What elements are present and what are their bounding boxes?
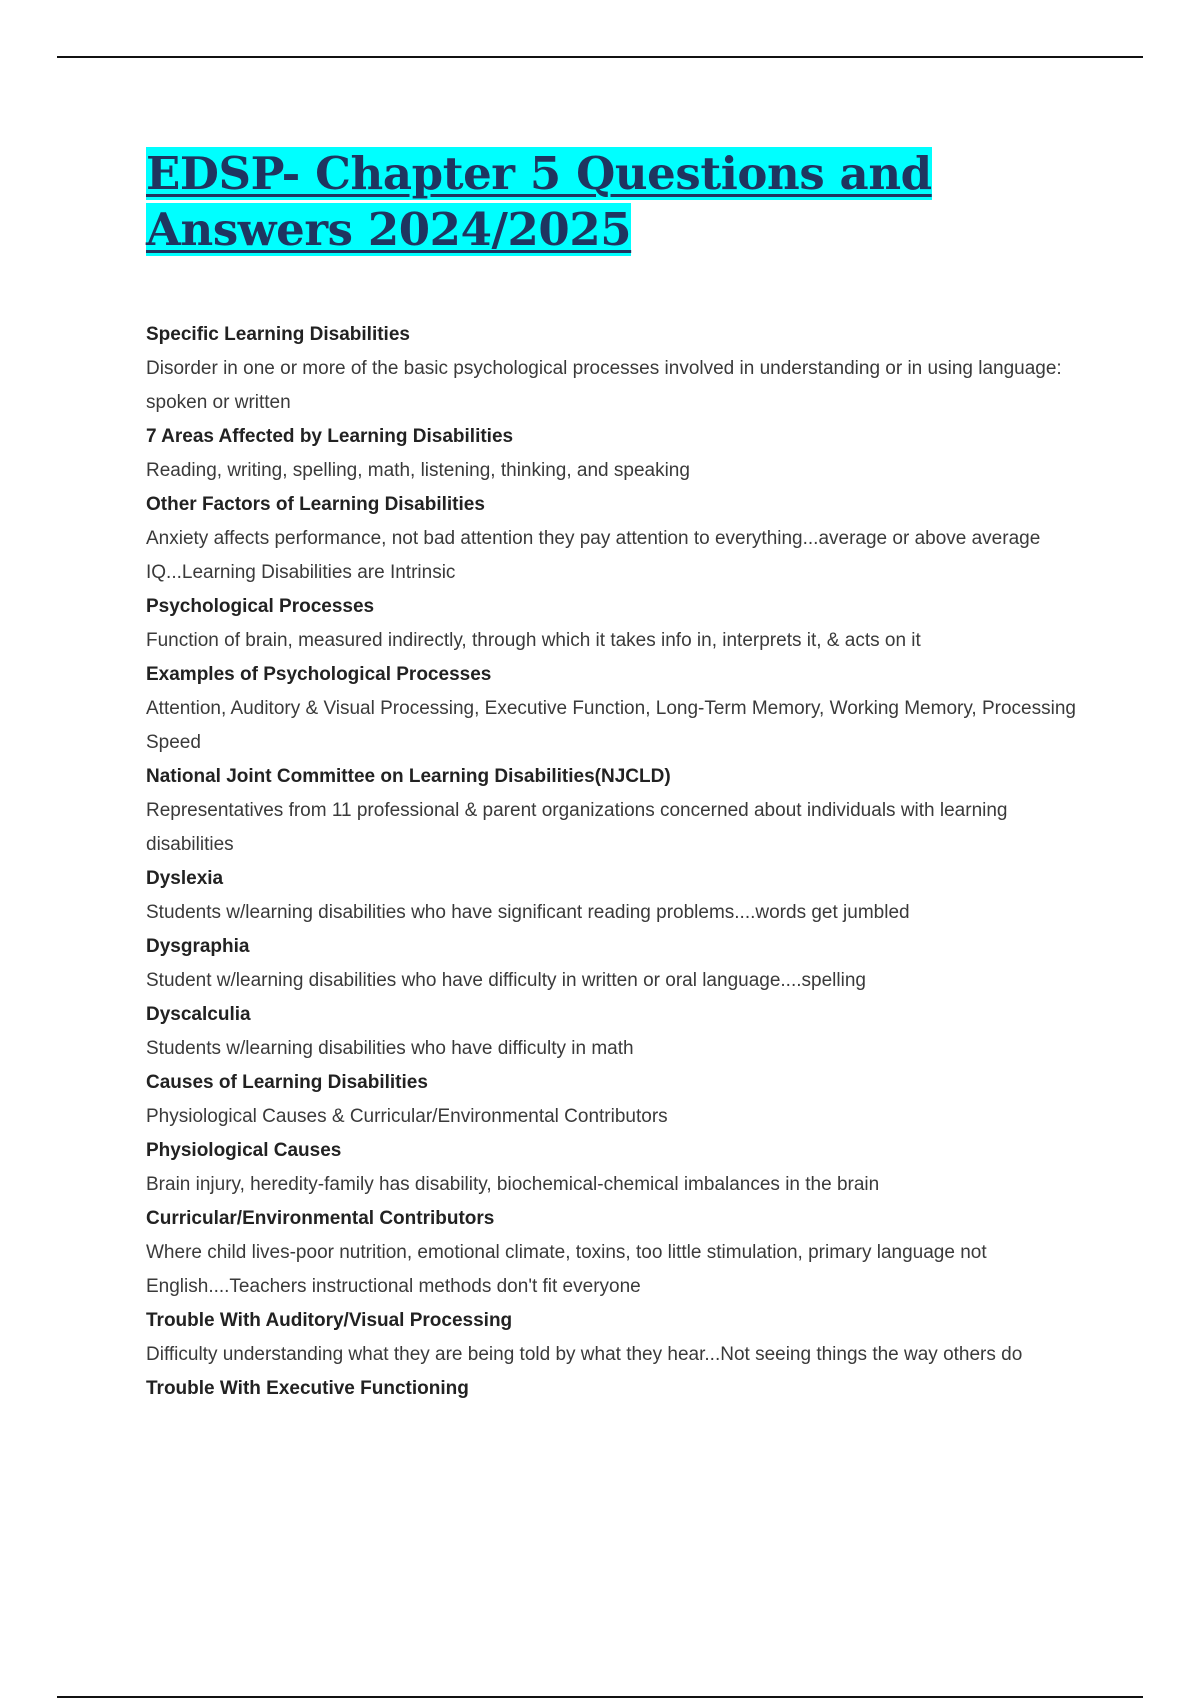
- qa-term: 7 Areas Affected by Learning Disabilities: [146, 426, 514, 447]
- qa-item: [146, 998, 1096, 1066]
- qa-item: [146, 658, 1096, 760]
- qa-item: [146, 862, 1096, 930]
- qa-item: [146, 1202, 1096, 1304]
- qa-item: [146, 318, 1096, 420]
- qa-definition: Brain injury, heredity-family has disability, biochemical-chemical imbalances in the brain: [146, 1174, 880, 1195]
- qa-definition: Students w/learning disabilities who have difficulty in math: [146, 1038, 634, 1059]
- qa-definition: Function of brain, measured indirectly, through which it takes info in, interprets it, & acts on it: [146, 630, 921, 651]
- qa-item: [146, 420, 1096, 488]
- qa-term: Examples of Psychological Processes: [146, 664, 492, 685]
- qa-item: [146, 488, 1096, 590]
- qa-term: Dysgraphia: [146, 936, 250, 957]
- qa-definition: Student w/learning disabilities who have difficulty in written or oral language....spelling: [146, 970, 866, 991]
- qa-definition: Where child lives-poor nutrition, emotional climate, toxins, too little stimulation, primary language not English....Teachers instructional methods don't fit everyone: [146, 1242, 987, 1297]
- qa-term: Dyslexia: [146, 868, 224, 889]
- qa-definition: Difficulty understanding what they are being told by what they hear...Not seeing things the way others do: [146, 1344, 1023, 1365]
- qa-item: [146, 760, 1096, 862]
- qa-item: [146, 1066, 1096, 1134]
- qa-definition: Representatives from 11 professional & parent organizations concerned about individuals with learning disabilities: [146, 800, 1008, 855]
- qa-item: [146, 590, 1096, 658]
- qa-definition: Reading, writing, spelling, math, listening, thinking, and speaking: [146, 460, 690, 481]
- qa-definition: Physiological Causes & Curricular/Environmental Contributors: [146, 1106, 668, 1127]
- qa-definition: Students w/learning disabilities who have significant reading problems....words get jumbled: [146, 902, 910, 923]
- qa-item: [146, 1304, 1096, 1372]
- page-content: [146, 146, 1096, 1406]
- qa-list: [146, 318, 1096, 1406]
- qa-definition: Anxiety affects performance, not bad attention they pay attention to everything...average or above average IQ...Learning Disabilities are Intrinsic: [146, 528, 1041, 583]
- document-title-text: EDSP- Chapter 5 Questions and Answers 2024/2025: [146, 147, 932, 256]
- qa-term: Causes of Learning Disabilities: [146, 1072, 428, 1093]
- bottom-rule: [57, 1696, 1143, 1698]
- qa-definition: Attention, Auditory & Visual Processing, Executive Function, Long-Term Memory, Working Memory, Processing Speed: [146, 698, 1076, 753]
- qa-term: Other Factors of Learning Disabilities: [146, 494, 485, 515]
- document-title: [146, 146, 1096, 258]
- qa-term: Trouble With Executive Functioning: [146, 1378, 469, 1399]
- qa-item: [146, 930, 1096, 998]
- top-rule: [57, 56, 1143, 58]
- qa-term: Trouble With Auditory/Visual Processing: [146, 1310, 513, 1331]
- qa-term: Physiological Causes: [146, 1140, 342, 1161]
- qa-item: [146, 1134, 1096, 1202]
- qa-term: Psychological Processes: [146, 596, 375, 617]
- qa-term: Dyscalculia: [146, 1004, 251, 1025]
- qa-term: National Joint Committee on Learning Disabilities(NJCLD): [146, 766, 671, 787]
- qa-definition: Disorder in one or more of the basic psychological processes involved in understanding or in using language: spoken or written: [146, 358, 1062, 413]
- qa-term: Curricular/Environmental Contributors: [146, 1208, 495, 1229]
- qa-item: [146, 1372, 1096, 1406]
- qa-term: Specific Learning Disabilities: [146, 324, 410, 345]
